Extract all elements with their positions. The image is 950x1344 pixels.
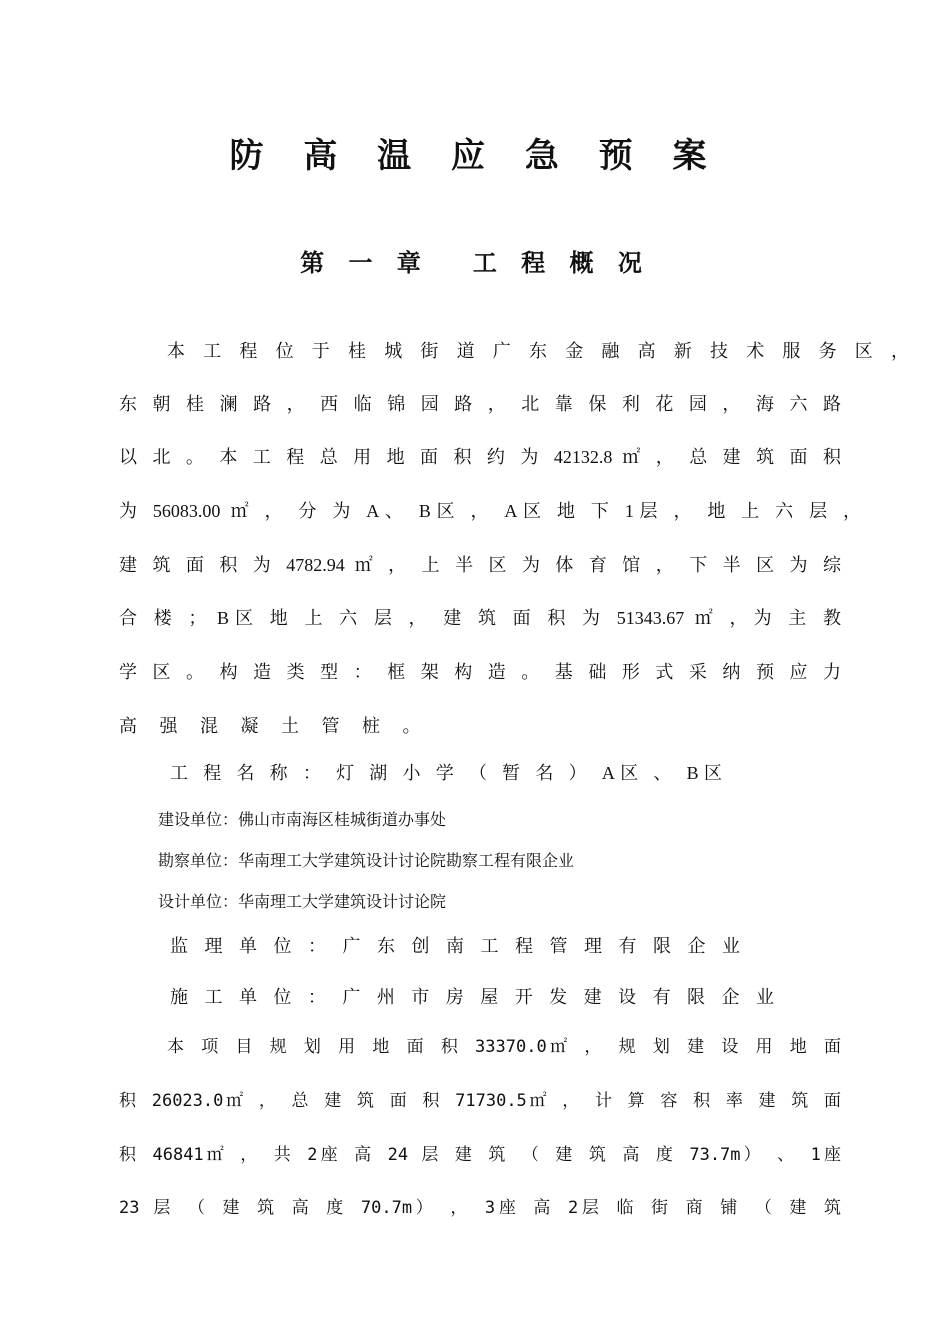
overview-line: 本 工 程 位 于 桂 城 街 道 广 东 金 融 高 新 技 术 服 务 区 ，	[167, 341, 909, 361]
construction-unit: 建设单位：佛山市南海区桂城街道办事处	[158, 810, 447, 829]
overview-line: 合 楼 ； B区 地 上 六 层 ， 建 筑 面 积 为 51343.67 ㎡ ，为 主 教	[119, 608, 841, 628]
chapter-heading	[0, 243, 950, 278]
overview-line: 建 筑 面 积 为 4782.94 ㎡ ， 上 半 区 为 体 育 馆 ， 下 半 区 为 综	[119, 555, 841, 575]
overview-line: 为 56083.00 ㎡ ， 分 为 A、 B区 ， A区 地 下 1层 ， 地 上 六 层 ，	[119, 501, 861, 521]
contractor-unit: 施 工 单 位 ： 广 州 市 房 屋 开 发 建 设 有 限 企 业	[170, 987, 774, 1007]
chapter-number: 第 一 章	[300, 249, 429, 277]
planning-line: 本 项 目 规 划 用 地 面 积 33370.0㎡ ， 规 划 建 设 用 地 面	[167, 1037, 841, 1057]
planning-line: 积 26023.0㎡ ， 总 建 筑 面 积 71730.5㎡ ， 计 算 容 积 率 建 筑 面	[119, 1091, 841, 1111]
overview-line: 以 北 。 本 工 程 总 用 地 面 积 约 为 42132.8 ㎡ ， 总 建 筑 面 积	[119, 447, 841, 467]
chapter-name: 工 程 概 况	[472, 249, 650, 277]
document-title: 防 高 温 应 急 预 案	[229, 136, 721, 176]
design-unit: 设计单位：华南理工大学建筑设计讨论院	[158, 892, 447, 911]
project-name: 工 程 名 称 ： 灯 湖 小 学 （ 暂 名 ） A区 、 B区	[170, 763, 722, 783]
planning-line: 23 层 （ 建 筑 高 度 70.7m） ， 3座 高 2层 临 街 商 铺 （ 建 筑	[119, 1198, 841, 1218]
supervision-unit: 监 理 单 位 ： 广 东 创 南 工 程 管 理 有 限 企 业	[170, 936, 740, 956]
planning-line: 积 46841㎡ ， 共 2座 高 24 层 建 筑 （ 建 筑 高 度 73.7m） 、 1座	[119, 1145, 841, 1165]
overview-line: 东 朝 桂 澜 路 ， 西 临 锦 园 路 ， 北 靠 保 利 花 园 ， 海 六 路	[119, 394, 841, 414]
overview-line: 高 强 混 凝 土 管 桩 。	[119, 716, 430, 736]
survey-unit: 勘察单位：华南理工大学建筑设计讨论院勘察工程有限企业	[158, 851, 575, 870]
overview-line: 学 区 。 构 造 类 型 ： 框 架 构 造 。 基 础 形 式 采 纳 预 应 力	[119, 662, 841, 682]
